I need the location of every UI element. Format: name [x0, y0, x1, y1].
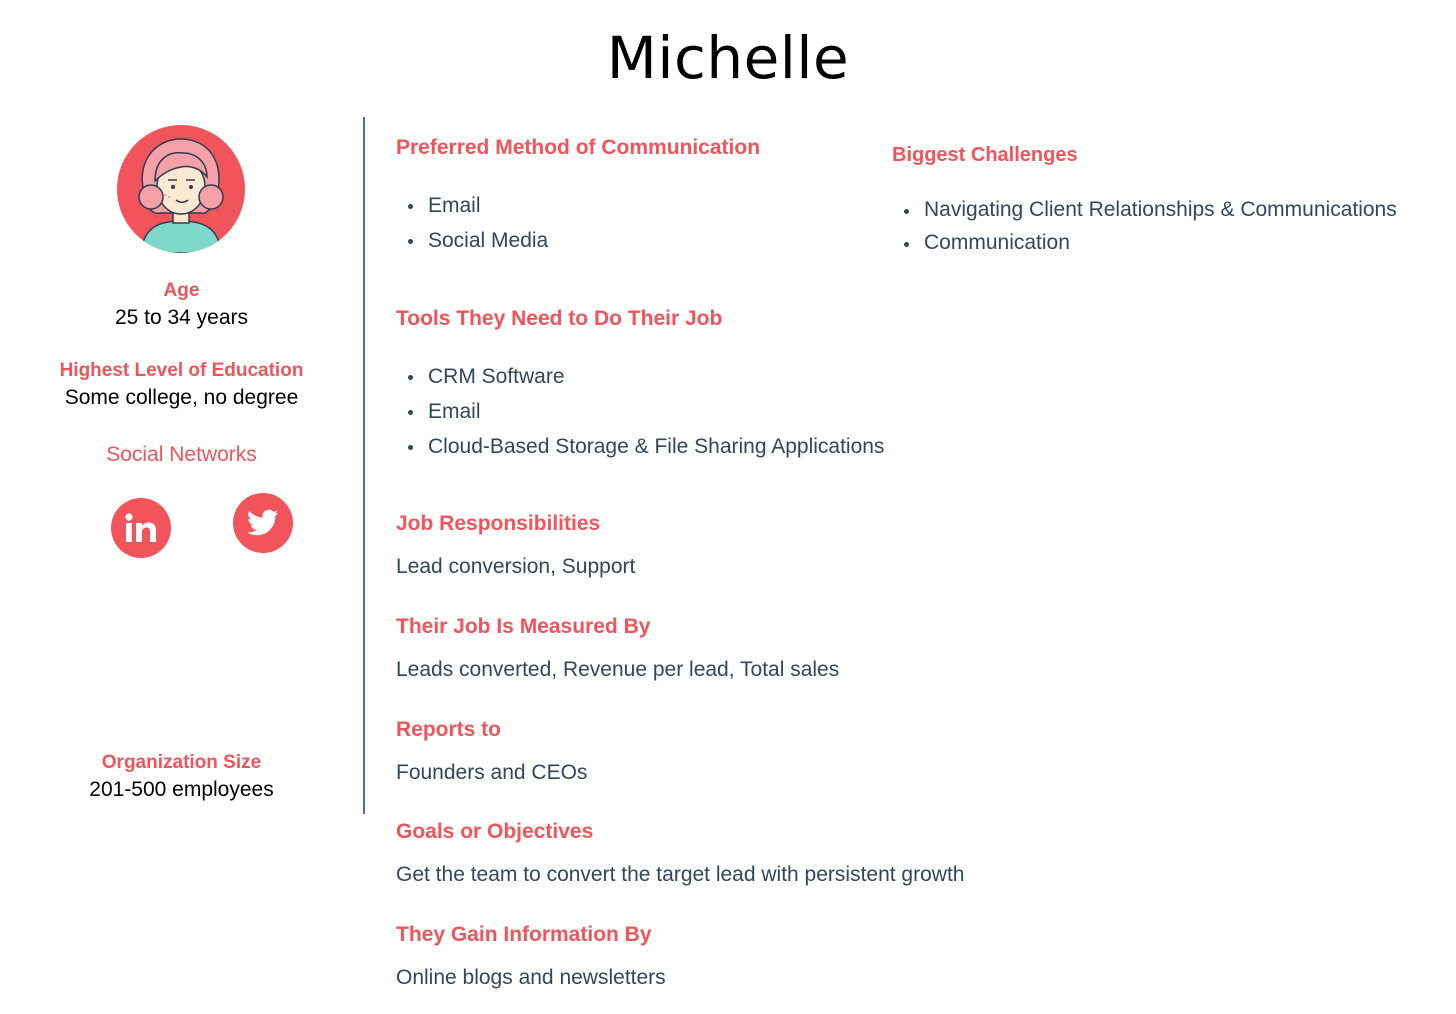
education-label: Highest Level of Education [59, 360, 304, 381]
social-networks-label: Social Networks [106, 443, 257, 466]
org-size-block [0, 750, 363, 804]
education-block [0, 358, 363, 412]
tools-list [396, 359, 884, 464]
communication-list [396, 188, 760, 258]
list-item: Cloud-Based Storage & File Sharing Applications [396, 429, 884, 464]
challenges-title: Biggest Challenges [892, 144, 1078, 166]
linkedin-icon[interactable] [111, 498, 171, 558]
social-block [0, 441, 363, 469]
measured-by-text: Leads converted, Revenue per lead, Total sales [396, 658, 840, 681]
communication-title: Preferred Method of Communication [396, 136, 761, 159]
challenges-list [892, 193, 1397, 259]
list-item: Email [396, 394, 884, 429]
information-section [396, 921, 666, 992]
org-size-label: Organization Size [101, 752, 262, 773]
avatar-illustration-icon [117, 125, 245, 253]
age-label: Age [163, 280, 200, 301]
goals-section [396, 818, 964, 889]
tools-section [396, 305, 884, 464]
measured-by-title: Their Job Is Measured By [396, 615, 651, 638]
communication-section [396, 134, 760, 258]
responsibilities-section [396, 510, 635, 581]
list-item: CRM Software [396, 359, 884, 394]
challenges-section [892, 141, 1397, 259]
responsibilities-title: Job Responsibilities [396, 512, 601, 535]
age-block [0, 278, 363, 332]
responsibilities-text: Lead conversion, Support [396, 555, 636, 578]
reports-to-text: Founders and CEOs [396, 761, 588, 784]
list-item: Communication [892, 226, 1397, 259]
education-value: Some college, no degree [64, 386, 299, 409]
org-size-value: 201-500 employees [89, 778, 274, 801]
avatar [117, 125, 245, 253]
persona-name: Michelle [606, 24, 850, 92]
list-item: Email [396, 188, 760, 223]
reports-to-section [396, 716, 587, 787]
reports-to-title: Reports to [396, 718, 501, 741]
measured-by-section [396, 613, 839, 684]
list-item: Navigating Client Relationships & Communications [892, 193, 1397, 226]
goals-title: Goals or Objectives [396, 820, 594, 843]
list-item: Social Media [396, 223, 760, 258]
twitter-icon[interactable] [233, 493, 293, 553]
information-text: Online blogs and newsletters [396, 966, 666, 989]
goals-text: Get the team to convert the target lead with persistent growth [396, 863, 965, 886]
tools-title: Tools They Need to Do Their Job [396, 307, 723, 330]
column-divider [363, 117, 365, 814]
age-value: 25 to 34 years [114, 306, 249, 329]
information-title: They Gain Information By [396, 923, 652, 946]
